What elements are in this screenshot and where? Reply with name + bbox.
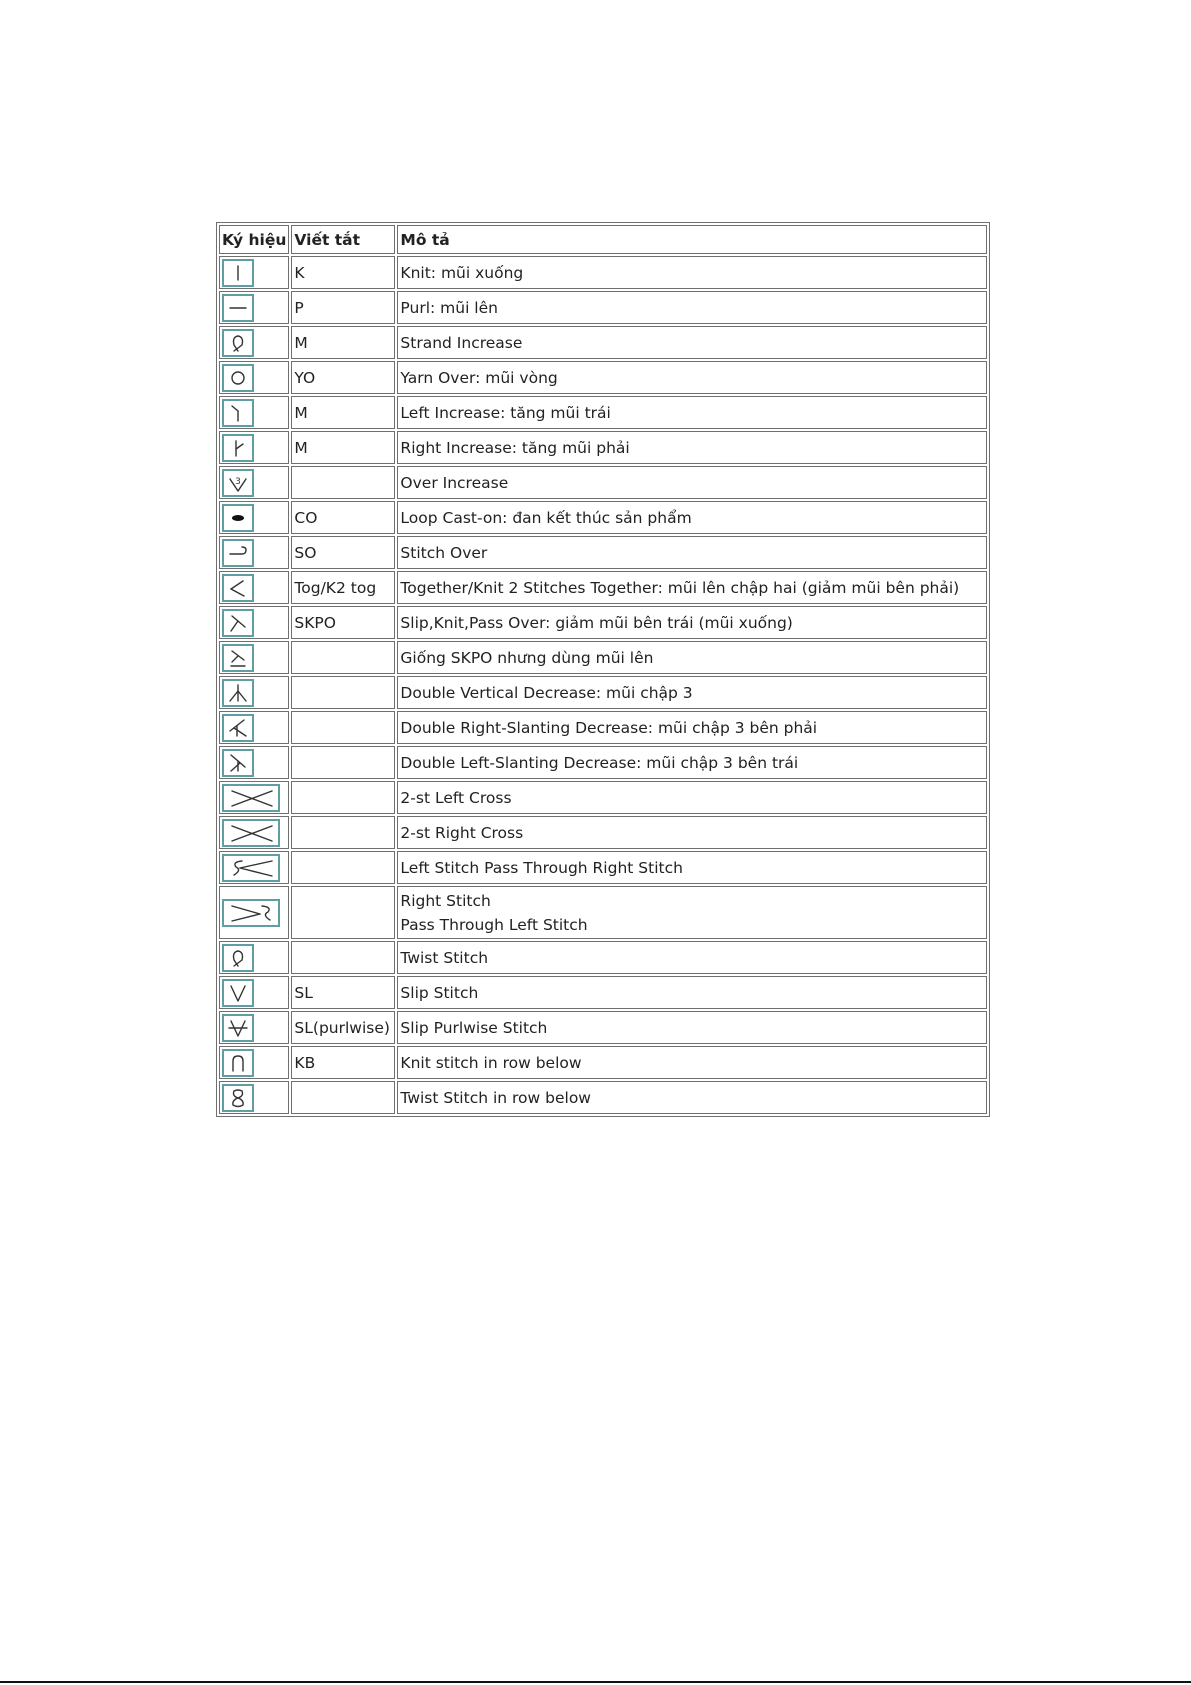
description-cell: [397, 711, 987, 744]
description-cell: [397, 886, 987, 939]
over-increase-symbol-icon: [222, 469, 254, 497]
table-row: [219, 816, 987, 849]
symbol-cell: [219, 606, 289, 639]
right-stitch-pass-through-symbol-icon: [222, 899, 280, 927]
header-abbreviation: Viết tắt: [291, 225, 395, 254]
abbreviation-cell: [291, 941, 395, 974]
description-cell: [397, 1081, 987, 1114]
description-text: Right Stitch: [400, 891, 491, 910]
symbol-cell: [219, 396, 289, 429]
table-row: [219, 1081, 987, 1114]
description-text: Giống SKPO nhưng dùng mũi lên: [400, 648, 654, 667]
left-stitch-pass-through-symbol-icon: [222, 854, 280, 882]
symbol-cell: [219, 886, 289, 939]
description-text: Twist Stitch in row below: [400, 1088, 591, 1107]
description-cell: [397, 851, 987, 884]
abbreviation-cell: M: [291, 326, 395, 359]
description-cell: [397, 816, 987, 849]
table-row: [219, 326, 987, 359]
abbreviation-cell: KB: [291, 1046, 395, 1079]
description-text: Over Increase: [400, 473, 509, 492]
description-cell: [397, 781, 987, 814]
symbol-cell: [219, 676, 289, 709]
description-text: Right Increase: tăng mũi phải: [400, 438, 630, 457]
symbol-cell: [219, 431, 289, 464]
symbol-cell: [219, 571, 289, 604]
symbol-cell: [219, 466, 289, 499]
table-body: [219, 256, 987, 1114]
symbol-cell: [219, 501, 289, 534]
abbreviation-cell: YO: [291, 361, 395, 394]
description-text: Knit stitch in row below: [400, 1053, 582, 1072]
symbol-cell: [219, 361, 289, 394]
table-row: [219, 781, 987, 814]
description-text: Loop Cast-on: đan kết thúc sản phẩm: [400, 508, 692, 527]
abbreviation-cell: SO: [291, 536, 395, 569]
description-text: 2-st Left Cross: [400, 788, 512, 807]
table-row: [219, 676, 987, 709]
abbreviation-cell: [291, 641, 395, 674]
description-text: Left Increase: tăng mũi trái: [400, 403, 611, 422]
symbol-cell: [219, 711, 289, 744]
skpo-symbol-icon: [222, 609, 254, 637]
abbreviation-cell: M: [291, 396, 395, 429]
description-cell: [397, 501, 987, 534]
description-text: Slip Stitch: [400, 983, 479, 1002]
header-description: Mô tả: [397, 225, 987, 254]
double-right-slanting-decrease-symbol-icon: [222, 714, 254, 742]
description-cell: [397, 976, 987, 1009]
symbol-cell: [219, 291, 289, 324]
svg-text:3: 3: [235, 476, 241, 487]
knit-below-symbol-icon: [222, 1049, 254, 1077]
table-row: [219, 256, 987, 289]
slip-stitch-symbol-icon: [222, 979, 254, 1007]
stitch-over-symbol-icon: [222, 539, 254, 567]
table-row: [219, 536, 987, 569]
description-cell: [397, 431, 987, 464]
description-text: Purl: mũi lên: [400, 298, 498, 317]
stitch-symbol-table: [216, 222, 990, 1117]
description-cell: [397, 746, 987, 779]
description-cell: [397, 676, 987, 709]
symbol-cell: [219, 851, 289, 884]
double-vertical-decrease-symbol-icon: [222, 679, 254, 707]
two-st-right-cross-symbol-icon: [222, 819, 280, 847]
twist-stitch-symbol-icon: [222, 944, 254, 972]
description-cell: [397, 291, 987, 324]
left-increase-symbol-icon: [222, 399, 254, 427]
twist-below-symbol-icon: [222, 1084, 254, 1112]
symbol-cell: [219, 941, 289, 974]
symbol-cell: [219, 746, 289, 779]
description-text: Together/Knit 2 Stitches Together: mũi lên chập hai (giảm mũi bên phải): [400, 578, 960, 597]
description-cell: [397, 571, 987, 604]
table-row: [219, 501, 987, 534]
yarn-over-symbol-icon: [222, 364, 254, 392]
symbol-cell: [219, 326, 289, 359]
abbreviation-cell: CO: [291, 501, 395, 534]
description-cell: [397, 606, 987, 639]
table-row: [219, 711, 987, 744]
table-row: [219, 1011, 987, 1044]
abbreviation-cell: [291, 851, 395, 884]
table-row: [219, 976, 987, 1009]
double-left-slanting-decrease-symbol-icon: [222, 749, 254, 777]
table-row: [219, 571, 987, 604]
description-text: Double Left-Slanting Decrease: mũi chập 3 bên trái: [400, 753, 799, 772]
symbol-cell: [219, 1081, 289, 1114]
symbol-cell: [219, 976, 289, 1009]
table-row: [219, 941, 987, 974]
abbreviation-cell: SL: [291, 976, 395, 1009]
symbol-cell: [219, 816, 289, 849]
abbreviation-cell: SKPO: [291, 606, 395, 639]
slip-purlwise-symbol-icon: [222, 1014, 254, 1042]
table-row: [219, 641, 987, 674]
description-text: Left Stitch Pass Through Right Stitch: [400, 858, 683, 877]
abbreviation-cell: [291, 466, 395, 499]
table-row: [219, 886, 987, 939]
description-text: Knit: mũi xuống: [400, 263, 524, 282]
header-symbol: Ký hiệu: [219, 225, 289, 254]
skpo-purl-symbol-icon: [222, 644, 254, 672]
description-cell: [397, 641, 987, 674]
abbreviation-cell: Tog/K2 tog: [291, 571, 395, 604]
description-text: Twist Stitch: [400, 948, 489, 967]
right-increase-symbol-icon: [222, 434, 254, 462]
abbreviation-cell: SL(purlwise): [291, 1011, 395, 1044]
symbol-cell: [219, 536, 289, 569]
description-cell: [397, 361, 987, 394]
table-row: [219, 466, 987, 499]
table-header-row: [219, 225, 987, 254]
description-cell: [397, 396, 987, 429]
knit-symbol-icon: [222, 259, 254, 287]
abbreviation-cell: [291, 746, 395, 779]
abbreviation-cell: [291, 886, 395, 939]
page-bottom-rule: [0, 1681, 1191, 1683]
symbol-cell: [219, 1046, 289, 1079]
symbol-cell: [219, 641, 289, 674]
description-text-line2: Pass Through Left Stitch: [400, 915, 588, 934]
description-text: Slip,Knit,Pass Over: giảm mũi bên trái (mũi xuống): [400, 613, 793, 632]
table-row: [219, 1046, 987, 1079]
description-text: Yarn Over: mũi vòng: [400, 368, 558, 387]
abbreviation-cell: [291, 781, 395, 814]
description-text: Stitch Over: [400, 543, 488, 562]
description-text: Double Right-Slanting Decrease: mũi chập 3 bên phải: [400, 718, 818, 737]
abbreviation-cell: [291, 711, 395, 744]
symbol-cell: [219, 256, 289, 289]
description-cell: [397, 256, 987, 289]
description-cell: [397, 1046, 987, 1079]
table-row: [219, 431, 987, 464]
description-cell: [397, 466, 987, 499]
two-st-left-cross-symbol-icon: [222, 784, 280, 812]
table-row: [219, 396, 987, 429]
table-row: [219, 851, 987, 884]
abbreviation-cell: [291, 1081, 395, 1114]
strand-increase-symbol-icon: [222, 329, 254, 357]
description-text: 2-st Right Cross: [400, 823, 524, 842]
table-row: [219, 746, 987, 779]
description-cell: [397, 326, 987, 359]
abbreviation-cell: P: [291, 291, 395, 324]
description-cell: [397, 536, 987, 569]
description-text: Double Vertical Decrease: mũi chập 3: [400, 683, 693, 702]
table-row: [219, 606, 987, 639]
abbreviation-cell: M: [291, 431, 395, 464]
abbreviation-cell: K: [291, 256, 395, 289]
description-cell: [397, 941, 987, 974]
abbreviation-cell: [291, 676, 395, 709]
purl-symbol-icon: [222, 294, 254, 322]
symbol-cell: [219, 781, 289, 814]
description-text: Strand Increase: [400, 333, 523, 352]
together-symbol-icon: [222, 574, 254, 602]
loop-cast-on-symbol-icon: [222, 504, 254, 532]
abbreviation-cell: [291, 816, 395, 849]
description-cell: [397, 1011, 987, 1044]
symbol-cell: [219, 1011, 289, 1044]
table-row: [219, 361, 987, 394]
description-text: Slip Purlwise Stitch: [400, 1018, 548, 1037]
table-row: [219, 291, 987, 324]
